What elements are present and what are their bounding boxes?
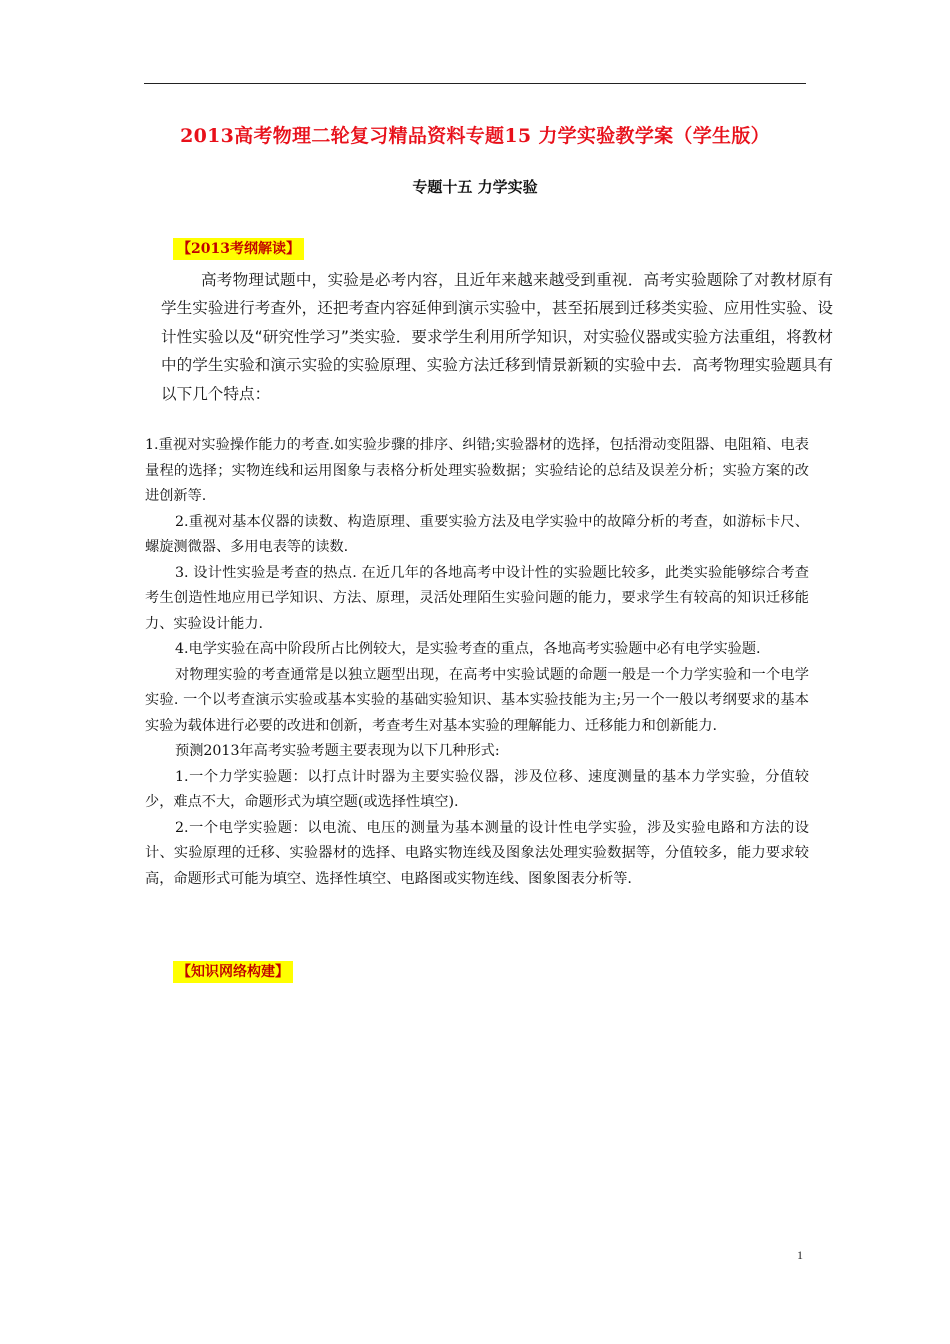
paragraph-mechanics-item: 1.一个力学实验题：以打点计时器为主要实验仪器，涉及位移、速度测量的基本力学实验，分值较少，难点不大，命题形式为填空题(或选择性填空).: [145, 768, 809, 810]
topic-subtitle: 专题十五 力学实验: [412, 178, 538, 196]
exam-outline-tag: 【2013考纲解读】: [173, 238, 304, 260]
paragraph-electrical-item: 2.一个电学实验题：以电流、电压的测量为基本测量的设计性电学实验，涉及实验电路和方法的设计、实验原理的迁移、实验器材的选择、电路实物连线及图象法处理实验数据等，分值较多，能力要求较高，命题形式可能为填空、选择性填空、电路图或实物连线、图象图表分析等.: [145, 819, 809, 887]
page-number: 1: [797, 1248, 803, 1262]
paragraph-exam-format: 对物理实验的考查通常是以独立题型出现，在高考中实验试题的命题一般是一个力学实验和一个电学实验. 一个以考查演示实验或基本实验的基础实验知识、基本实验技能为主;另一个一般以考纲要求的基本实验为载体进行必要的改进和创新，考查考生对基本实验的理解能力、迁移能力和创新能力.: [145, 666, 809, 734]
paragraph-point-3: 3. 设计性实验是考查的热点. 在近几年的各地高考中设计性的实验题比较多，此类实验能够综合考查考生创造性地应用已学知识、方法、原理，灵活处理陌生实验问题的能力，要求学生有较高的知识迁移能力、实验设计能力.: [145, 564, 809, 632]
paragraph-point-4: 4.电学实验在高中阶段所占比例较大，是实验考查的重点，各地高考实验题中必有电学实验题.: [175, 641, 761, 657]
paragraph-point-2: 2.重视对基本仪器的读数、构造原理、重要实验方法及电学实验中的故障分析的考查，如游标卡尺、螺旋测微器、多用电表等的读数.: [145, 513, 809, 555]
body-text: [145, 433, 809, 892]
scanned-intro-paragraph: 高考物理试题中，实验是必考内容，且近年来越来越受到重视．高考实验题除了对教材原有学生实验进行考查外，还把考查内容延伸到演示实验中，甚至拓展到迁移类实验、应用性实验、设计性实验以及“研究性学习”类实验．要求学生利用所学知识，对实验仪器或实验方法重组，将教材中的学生实验和演示实验的实验原理、实验方法迁移到情景新颖的实验中去．高考物理实验题具有以下几个特点：: [161, 271, 833, 403]
header-rule: [144, 83, 806, 84]
paragraph-point-1: 1.重视对实验操作能力的考查.如实验步骤的排序、纠错;实验器材的选择，包括滑动变阻器、电阻箱、电表量程的选择；实物连线和运用图象与表格分析处理实验数据；实验结论的总结及误差分析；实验方案的改进创新等.: [145, 437, 809, 504]
knowledge-network-tag: 【知识网络构建】: [173, 961, 293, 983]
document-title: 2013高考物理二轮复习精品资料专题15 力学实验教学案（学生版）: [180, 125, 770, 147]
paragraph-prediction: 预测2013年高考实验考题主要表现为以下几种形式:: [175, 743, 500, 759]
